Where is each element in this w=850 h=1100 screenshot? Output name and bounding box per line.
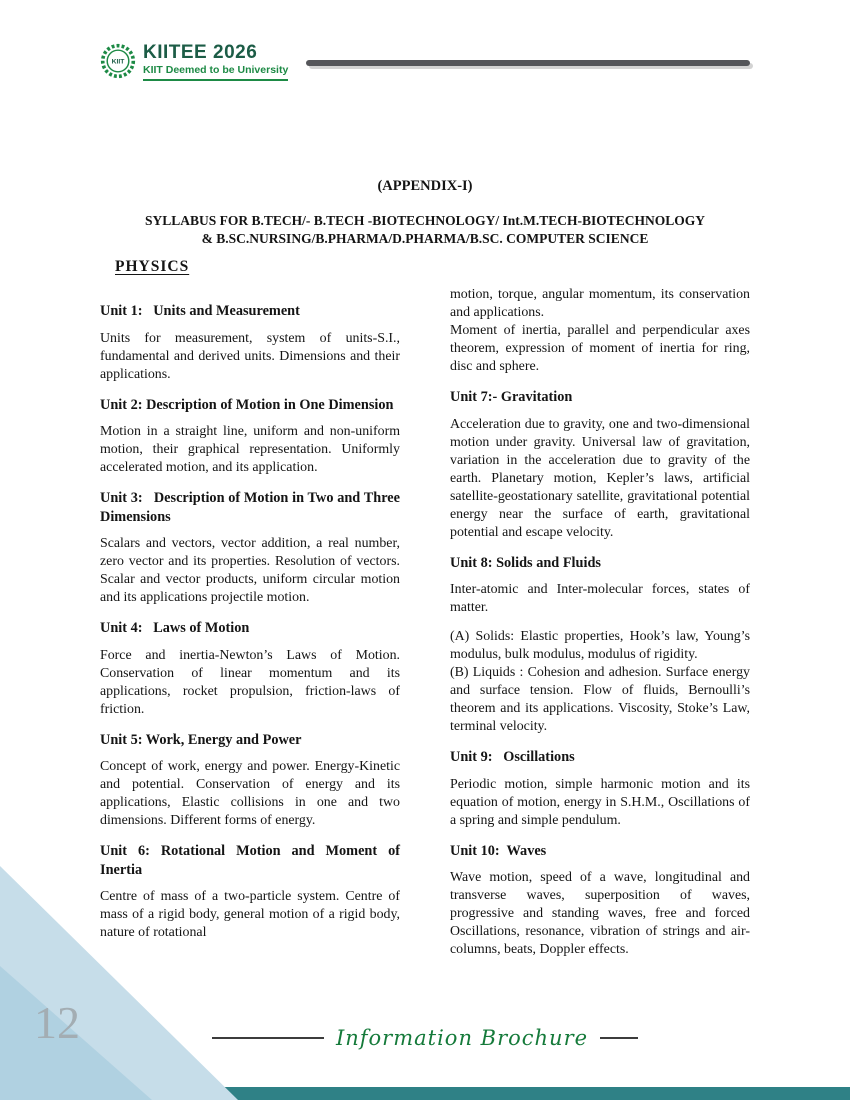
header-rule [306,60,750,66]
syllabus-paragraph: Inter-atomic and Inter-molecular forces, states of matter. [450,582,750,615]
syllabus-paragraph: Periodic motion, simple harmonic motion and its equation of motion, energy in S.H.M., Oscillations of a spring and simple pendulum. [450,776,750,828]
syllabus-paragraph: (B) Liquids : Cohesion and adhesion. Surface energy and surface tension. Flow of fluids, Bernoulli’s theorem and its applications. Viscosity, Stoke’s Law, terminal velocity. [450,665,750,734]
syllabus-paragraph: Force and inertia-Newton’s Laws of Motion. Conservation of linear momentum and its applications, rocket propulsion, friction-laws of friction. [100,647,400,717]
syllabus-title [80,212,770,247]
syllabus-paragraph [450,617,750,628]
syllabus-paragraph: Moment of inertia, parallel and perpendicular axes theorem, expression of moment of inertia for ring, disc and sphere. [450,323,750,374]
page-number: 12 [34,997,80,1048]
appendix-title: (APPENDIX-I) [377,178,473,194]
unit-heading: Unit 6: Rotational Motion and Moment of Inertia [100,843,404,878]
unit-block [100,842,404,942]
unit-block [450,388,750,542]
unit-block [100,619,400,719]
unit-heading: Unit 3: Description of Motion in Two and Three Dimensions [100,490,404,525]
unit-block [100,731,400,831]
unit-heading: Unit 9: Oscillations [450,749,575,765]
page-header [100,42,750,81]
footer-brochure-label: Information Brochure [335,1026,589,1050]
unit-block [100,302,400,384]
right-column [450,286,750,971]
left-column [100,286,404,971]
syllabus-columns [100,286,750,971]
kiit-logo-icon [100,42,136,80]
syllabus-paragraph: Motion in a straight line, uniform and non-uniform motion, their graphical representation. Uniformly accelerated motion, and its application. [100,424,400,475]
syllabus-paragraph: Acceleration due to gravity, one and two-dimensional motion under gravity. Universal law of gravitation, variation in the acceleration due to gravity of the earth. Planetary motion, Kepler’s laws, artificial satellite-geostationary satellite, gravitational potential energy near the surface of earth, gravitational potential and escape velocity. [450,416,750,540]
unit-block [450,286,750,376]
syllabus-paragraph: Units for measurement, system of units-S.I., fundamental and derived units. Dimensions and their applications. [100,330,400,382]
svg-text:KIIT: KIIT [111,58,125,66]
unit-heading: Unit 8: Solids and Fluids [450,554,601,571]
logo-title: KIITEE 2026 [143,42,258,63]
syllabus-paragraph: (A) Solids: Elastic properties, Hook’s law, Young’s modulus, bulk modulus, modulus of rigidity. [450,629,750,662]
unit-heading: Unit 7:- Gravitation [450,389,573,405]
unit-heading: Unit 2: Description of Motion in One Dimension [100,396,394,413]
unit-heading: Unit 4: Laws of Motion [100,620,250,636]
unit-block [450,842,750,960]
syllabus-title-line2: & B.SC.NURSING/B.PHARMA/D.PHARMA/B.SC. COMPUTER SCIENCE [201,230,649,246]
unit-block [100,489,404,607]
syllabus-title-line1: SYLLABUS FOR B.TECH/- B.TECH -BIOTECHNOLOGY/ Int.M.TECH-BIOTECHNOLOGY [145,213,705,228]
syllabus-paragraph: motion, torque, angular momentum, its conservation and applications. [450,287,750,320]
section-title-physics: PHYSICS [115,258,190,275]
footer-rule-left [212,1037,324,1039]
logo-subtitle: KIIT Deemed to be University [143,64,288,81]
unit-block [450,748,750,830]
unit-heading: Unit 10: Waves [450,842,547,859]
footer [0,1026,850,1050]
unit-heading: Unit 5: Work, Energy and Power [100,731,302,748]
syllabus-paragraph: Centre of mass of a two-particle system. Centre of mass of a rigid body, general motion of a rigid body, nature of rotational [100,889,400,940]
syllabus-paragraph: Wave motion, speed of a wave, longitudinal and transverse waves, superposition of waves, progressive and standing waves, free and forced Oscillations, resonance, vibration of strings and air-columns, beats, Doppler effects. [450,870,750,957]
unit-block [100,396,400,478]
logo-text [143,42,288,81]
syllabus-paragraph: Concept of work, energy and power. Energy-Kinetic and potential. Conservation of energy and its applications, Elastic collisions in one and two dimensions. Different forms of energy. [100,759,400,828]
syllabus-paragraph: Scalars and vectors, vector addition, a real number, zero vector and its properties. Resolution of vectors. Scalar and vector products, uniform circular motion and its applications projectile motion. [100,536,400,605]
footer-rule-right [600,1037,638,1039]
unit-heading: Unit 1: Units and Measurement [100,303,300,319]
unit-block [450,554,750,737]
